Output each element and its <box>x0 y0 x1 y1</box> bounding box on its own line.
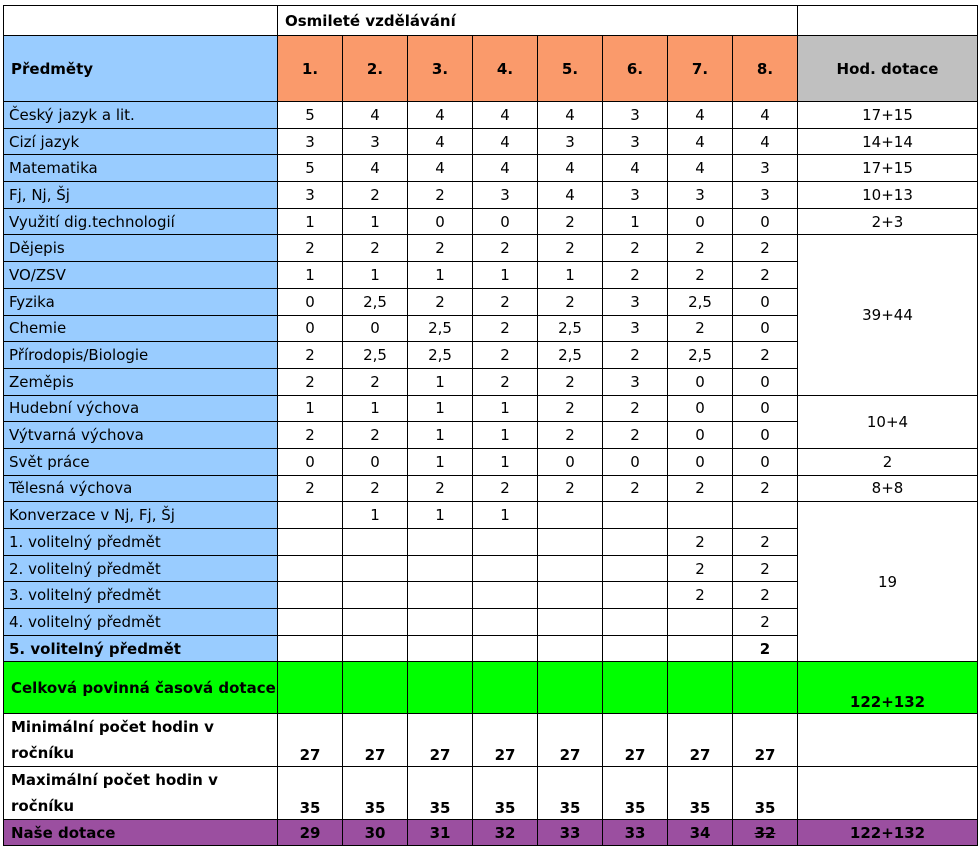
value-cell: 1 <box>473 395 538 422</box>
subject-cell: Přírodopis/Biologie <box>4 342 278 369</box>
value-cell <box>603 609 668 636</box>
grade-header: 8. <box>733 36 798 102</box>
value-cell: 2,5 <box>668 288 733 315</box>
value-cell: 3 <box>733 155 798 182</box>
value-cell: 27 <box>668 714 733 767</box>
value-cell: 2 <box>668 529 733 556</box>
subjects-header: Předměty <box>4 36 278 102</box>
grade-header: 3. <box>408 36 473 102</box>
value-cell: 1 <box>603 208 668 235</box>
value-cell: 1 <box>278 395 343 422</box>
value-cell: 35 <box>733 767 798 820</box>
value-cell: 2 <box>343 182 408 209</box>
value-cell <box>408 555 473 582</box>
value-cell: 3 <box>603 288 668 315</box>
value-cell: 4 <box>473 128 538 155</box>
value-cell: 2 <box>733 342 798 369</box>
value-cell <box>473 555 538 582</box>
value-cell: 35 <box>538 767 603 820</box>
value-cell <box>473 609 538 636</box>
value-cell: 4 <box>668 102 733 129</box>
value-cell: 31 <box>408 820 473 846</box>
value-cell: 27 <box>408 714 473 767</box>
value-cell: 2 <box>408 288 473 315</box>
value-cell: 0 <box>278 288 343 315</box>
value-cell: 1 <box>343 502 408 529</box>
value-cell: 1 <box>473 262 538 289</box>
empty-cell <box>473 662 538 714</box>
value-cell <box>343 609 408 636</box>
subject-cell: Matematika <box>4 155 278 182</box>
table-title: Osmileté vzdělávání <box>278 6 798 36</box>
value-cell: 35 <box>343 767 408 820</box>
value-cell: 2 <box>408 475 473 502</box>
value-cell: 0 <box>278 315 343 342</box>
empty-cell <box>343 662 408 714</box>
value-cell <box>668 502 733 529</box>
value-cell: 4 <box>668 128 733 155</box>
value-cell: 0 <box>733 288 798 315</box>
value-cell: 3 <box>733 182 798 209</box>
subject-cell: Fj, Nj, Šj <box>4 182 278 209</box>
value-cell: 2,5 <box>408 342 473 369</box>
value-cell: 2 <box>278 475 343 502</box>
subject-cell: 5. volitelný předmět <box>4 635 278 662</box>
value-cell: 2,5 <box>343 288 408 315</box>
subject-cell: 1. volitelný předmět <box>4 529 278 556</box>
value-cell: 2 <box>473 315 538 342</box>
value-cell <box>668 609 733 636</box>
dotace-cell: 10+13 <box>798 182 978 209</box>
value-cell: 4 <box>733 102 798 129</box>
empty-cell <box>538 662 603 714</box>
value-cell: 0 <box>538 448 603 475</box>
dotace-cell: 2+3 <box>798 208 978 235</box>
value-cell <box>668 635 733 662</box>
value-cell: 0 <box>733 315 798 342</box>
value-cell: 33 <box>603 820 668 846</box>
min-hours-row <box>4 714 978 767</box>
value-cell <box>603 555 668 582</box>
value-cell: 2 <box>408 182 473 209</box>
nase-dotace-total: 122+132 <box>798 820 978 846</box>
value-cell: 3 <box>603 182 668 209</box>
value-cell: 0 <box>408 208 473 235</box>
value-cell: 3 <box>278 182 343 209</box>
value-cell <box>408 582 473 609</box>
value-cell: 2 <box>278 422 343 449</box>
value-cell: 2 <box>408 235 473 262</box>
value-cell: 2 <box>538 288 603 315</box>
value-cell: 3 <box>538 128 603 155</box>
table-row <box>4 155 978 182</box>
table-row <box>4 395 978 422</box>
value-cell: 2 <box>733 475 798 502</box>
dotace-cell: 19 <box>798 502 978 662</box>
value-cell <box>278 635 343 662</box>
grade-header: 5. <box>538 36 603 102</box>
value-cell: 0 <box>733 395 798 422</box>
subject-cell: Využití dig.technologií <box>4 208 278 235</box>
value-cell: 3 <box>603 102 668 129</box>
value-cell: 3 <box>668 182 733 209</box>
value-cell: 4 <box>343 102 408 129</box>
nase-dotace-row <box>4 820 978 846</box>
value-cell <box>278 529 343 556</box>
empty-cell <box>798 767 978 820</box>
value-cell: 2 <box>343 422 408 449</box>
table-row <box>4 448 978 475</box>
value-cell: 4 <box>603 155 668 182</box>
dotace-header: Hod. dotace <box>798 36 978 102</box>
value-cell: 35 <box>473 767 538 820</box>
subject-cell: Chemie <box>4 315 278 342</box>
value-cell <box>538 582 603 609</box>
value-cell: 1 <box>408 448 473 475</box>
subject-cell: Fyzika <box>4 288 278 315</box>
value-cell: 2 <box>473 368 538 395</box>
value-cell <box>538 502 603 529</box>
empty-cell <box>798 6 978 36</box>
empty-cell <box>408 662 473 714</box>
value-cell: 2 <box>668 315 733 342</box>
subject-cell: Hudební výchova <box>4 395 278 422</box>
value-cell: 1 <box>473 422 538 449</box>
table-row <box>4 128 978 155</box>
grade-header: 4. <box>473 36 538 102</box>
dotace-cell: 2 <box>798 448 978 475</box>
value-cell: 1 <box>278 208 343 235</box>
total-label: Celková povinná časová dotace <box>4 662 278 714</box>
total-dotace: 122+132 <box>798 662 978 714</box>
value-cell <box>538 555 603 582</box>
value-cell <box>343 555 408 582</box>
value-cell: 4 <box>538 102 603 129</box>
value-cell: 0 <box>668 395 733 422</box>
value-cell: 35 <box>603 767 668 820</box>
value-cell <box>408 635 473 662</box>
value-cell: 0 <box>343 315 408 342</box>
value-cell: 3 <box>603 128 668 155</box>
value-cell: 2 <box>278 368 343 395</box>
value-cell <box>408 609 473 636</box>
grade-header: 1. <box>278 36 343 102</box>
value-cell: 2 <box>473 475 538 502</box>
value-cell <box>408 529 473 556</box>
dotace-cell: 17+15 <box>798 102 978 129</box>
value-cell: 27 <box>343 714 408 767</box>
dotace-cell: 14+14 <box>798 128 978 155</box>
subject-cell: VO/ZSV <box>4 262 278 289</box>
value-cell <box>473 635 538 662</box>
value-cell: 4 <box>473 102 538 129</box>
header-row <box>4 36 978 102</box>
value-cell: 0 <box>668 422 733 449</box>
value-cell: 35 <box>668 767 733 820</box>
value-cell: 3 <box>278 128 343 155</box>
table-row <box>4 208 978 235</box>
subject-cell: Dějepis <box>4 235 278 262</box>
value-cell: 2 <box>733 262 798 289</box>
table-row <box>4 182 978 209</box>
subject-cell: Cizí jazyk <box>4 128 278 155</box>
value-cell <box>473 529 538 556</box>
value-cell: 0 <box>603 448 668 475</box>
value-cell: 2 <box>733 609 798 636</box>
value-cell: 5 <box>278 155 343 182</box>
value-cell: 2 <box>343 475 408 502</box>
value-cell: 1 <box>278 262 343 289</box>
dotace-cell: 8+8 <box>798 475 978 502</box>
value-cell: 1 <box>408 368 473 395</box>
table-row <box>4 475 978 502</box>
value-cell: 3 <box>603 368 668 395</box>
table-row <box>4 102 978 129</box>
value-cell: 2 <box>538 422 603 449</box>
value-cell: 1 <box>343 262 408 289</box>
subject-cell: 4. volitelný předmět <box>4 609 278 636</box>
value-cell: 3 <box>473 182 538 209</box>
value-cell: 0 <box>733 368 798 395</box>
value-cell <box>603 635 668 662</box>
value-cell: 0 <box>733 448 798 475</box>
value-cell: 29 <box>278 820 343 846</box>
grade-header: 6. <box>603 36 668 102</box>
value-cell: 1 <box>408 262 473 289</box>
value-cell: 2 <box>668 235 733 262</box>
subject-cell: Výtvarná výchova <box>4 422 278 449</box>
value-cell: 27 <box>538 714 603 767</box>
subject-cell: Svět práce <box>4 448 278 475</box>
value-cell: 30 <box>343 820 408 846</box>
value-cell: 2 <box>538 368 603 395</box>
value-cell: 4 <box>668 155 733 182</box>
subject-cell: 2. volitelný předmět <box>4 555 278 582</box>
value-cell: 1 <box>408 422 473 449</box>
value-cell: 1 <box>473 502 538 529</box>
dotace-cell: 10+4 <box>798 395 978 448</box>
value-cell: 27 <box>733 714 798 767</box>
value-cell: 2 <box>473 288 538 315</box>
value-cell: 2,5 <box>343 342 408 369</box>
value-cell: 2 <box>603 422 668 449</box>
title-row <box>4 6 978 36</box>
value-cell: 2 <box>343 368 408 395</box>
empty-cell <box>603 662 668 714</box>
value-cell: 2 <box>603 262 668 289</box>
value-cell: 0 <box>473 208 538 235</box>
value-cell: 2,5 <box>538 315 603 342</box>
value-cell <box>733 502 798 529</box>
value-cell: 4 <box>408 155 473 182</box>
value-cell: 1 <box>538 262 603 289</box>
value-cell: 4 <box>538 155 603 182</box>
value-cell <box>278 582 343 609</box>
value-cell: 35 <box>408 767 473 820</box>
value-cell <box>538 635 603 662</box>
value-cell: 2,5 <box>538 342 603 369</box>
empty-cell <box>278 662 343 714</box>
value-cell: 0 <box>343 448 408 475</box>
value-cell: 2 <box>733 582 798 609</box>
value-cell <box>343 529 408 556</box>
dotace-cell: 39+44 <box>798 235 978 395</box>
value-cell: 35 <box>278 767 343 820</box>
value-cell: 4 <box>408 102 473 129</box>
value-cell: 2 <box>668 262 733 289</box>
subject-cell: Zeměpis <box>4 368 278 395</box>
value-cell <box>603 529 668 556</box>
value-cell: 2 <box>603 235 668 262</box>
value-cell: 2 <box>538 235 603 262</box>
total-row <box>4 662 978 714</box>
value-cell: 2,5 <box>668 342 733 369</box>
nase-dotace-label: Naše dotace <box>4 820 278 846</box>
value-cell: 27 <box>603 714 668 767</box>
value-cell <box>603 502 668 529</box>
value-cell: 0 <box>668 448 733 475</box>
value-cell <box>603 582 668 609</box>
value-cell: 4 <box>408 128 473 155</box>
value-cell: 2 <box>733 555 798 582</box>
value-cell: 1 <box>473 448 538 475</box>
value-cell: 0 <box>733 422 798 449</box>
empty-cell <box>4 6 278 36</box>
value-cell: 2 <box>538 395 603 422</box>
empty-cell <box>668 662 733 714</box>
value-cell: 1 <box>408 395 473 422</box>
value-cell <box>473 582 538 609</box>
max-hours-label: Maximální počet hodin v ročníku <box>4 767 278 820</box>
curriculum-table <box>3 5 978 846</box>
value-cell: 2 <box>473 342 538 369</box>
value-cell: 32 <box>473 820 538 846</box>
value-cell: 5 <box>278 102 343 129</box>
value-cell: 3 <box>343 128 408 155</box>
value-cell: 2 <box>733 235 798 262</box>
value-cell: 2 <box>278 235 343 262</box>
empty-cell <box>798 714 978 767</box>
value-cell: 34 <box>668 820 733 846</box>
value-cell: 2 <box>278 342 343 369</box>
value-cell: 0 <box>668 368 733 395</box>
value-cell <box>538 609 603 636</box>
value-cell: 2 <box>603 395 668 422</box>
value-cell: 32 <box>733 820 798 846</box>
subject-cell: Tělesná výchova <box>4 475 278 502</box>
value-cell: 1 <box>343 395 408 422</box>
value-cell <box>278 502 343 529</box>
max-hours-row <box>4 767 978 820</box>
value-cell: 2 <box>733 529 798 556</box>
value-cell: 2,5 <box>408 315 473 342</box>
value-cell: 2 <box>733 635 798 662</box>
value-cell: 4 <box>733 128 798 155</box>
value-cell: 2 <box>668 582 733 609</box>
value-cell: 4 <box>538 182 603 209</box>
value-cell: 27 <box>278 714 343 767</box>
value-cell: 2 <box>538 475 603 502</box>
empty-cell <box>733 662 798 714</box>
dotace-cell: 17+15 <box>798 155 978 182</box>
value-cell <box>278 609 343 636</box>
subject-cell: Konverzace v Nj, Fj, Šj <box>4 502 278 529</box>
value-cell: 0 <box>668 208 733 235</box>
value-cell: 1 <box>408 502 473 529</box>
grade-header: 7. <box>668 36 733 102</box>
value-cell: 4 <box>343 155 408 182</box>
value-cell: 0 <box>733 208 798 235</box>
value-cell <box>343 582 408 609</box>
value-cell <box>278 555 343 582</box>
value-cell: 27 <box>473 714 538 767</box>
min-hours-label: Minimální počet hodin v ročníku <box>4 714 278 767</box>
grade-header: 2. <box>343 36 408 102</box>
subject-cell: 3. volitelný předmět <box>4 582 278 609</box>
value-cell: 2 <box>343 235 408 262</box>
value-cell: 0 <box>278 448 343 475</box>
value-cell: 3 <box>603 315 668 342</box>
table-row <box>4 235 978 262</box>
value-cell: 2 <box>668 475 733 502</box>
value-cell: 2 <box>603 342 668 369</box>
table-row <box>4 502 978 529</box>
value-cell: 33 <box>538 820 603 846</box>
value-cell <box>343 635 408 662</box>
value-cell: 4 <box>473 155 538 182</box>
value-cell: 1 <box>343 208 408 235</box>
value-cell: 2 <box>538 208 603 235</box>
value-cell: 2 <box>668 555 733 582</box>
value-cell: 2 <box>603 475 668 502</box>
value-cell <box>538 529 603 556</box>
subject-cell: Český jazyk a lit. <box>4 102 278 129</box>
value-cell: 2 <box>473 235 538 262</box>
